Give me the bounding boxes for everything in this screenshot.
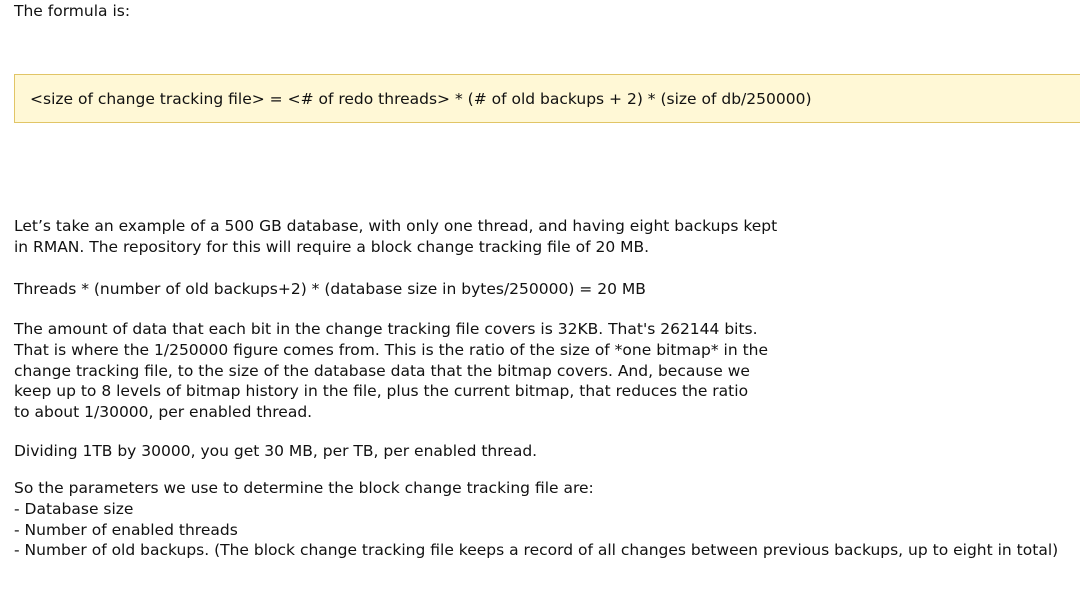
explanation-paragraph (14, 319, 768, 423)
example-paragraph (14, 216, 777, 258)
text-line: in RMAN. The repository for this will require a block change tracking file of 20 MB. (14, 237, 650, 256)
text-line: to about 1/30000, per enabled thread. (14, 403, 313, 422)
text-line: Let’s take an example of a 500 GB database, with only one thread, and having eight backups kept (14, 217, 778, 235)
parameters-heading: So the parameters we use to determine the block change tracking file are: (14, 479, 594, 497)
parameters-list (14, 499, 1058, 561)
list-item: - Number of old backups. (The block change tracking file keeps a record of all changes between previous backups, up to eight in total) (14, 541, 1059, 560)
parameters-section (14, 478, 1058, 561)
text-line: That is where the 1/250000 figure comes from. This is the ratio of the size of *one bitmap* in the (14, 340, 769, 359)
list-item: - Number of enabled threads (14, 520, 238, 539)
list-item: - Database size (14, 499, 134, 518)
text-line: change tracking file, to the size of the database data that the bitmap covers. And, because we (14, 361, 750, 380)
formula-intro: The formula is: (14, 2, 131, 20)
formula-code-box: <size of change tracking file> = <# of redo threads> * (# of old backups + 2) * (size of db/250000) (14, 74, 1080, 123)
text-line: The amount of data that each bit in the change tracking file covers is 32KB. That's 262144 bits. (14, 320, 758, 338)
dividing-paragraph: Dividing 1TB by 30000, you get 30 MB, per TB, per enabled thread. (14, 442, 538, 460)
formula-example-line: Threads * (number of old backups+2) * (database size in bytes/250000) = 20 MB (14, 280, 646, 298)
text-line: keep up to 8 levels of bitmap history in the file, plus the current bitmap, that reduces the ratio (14, 382, 749, 401)
